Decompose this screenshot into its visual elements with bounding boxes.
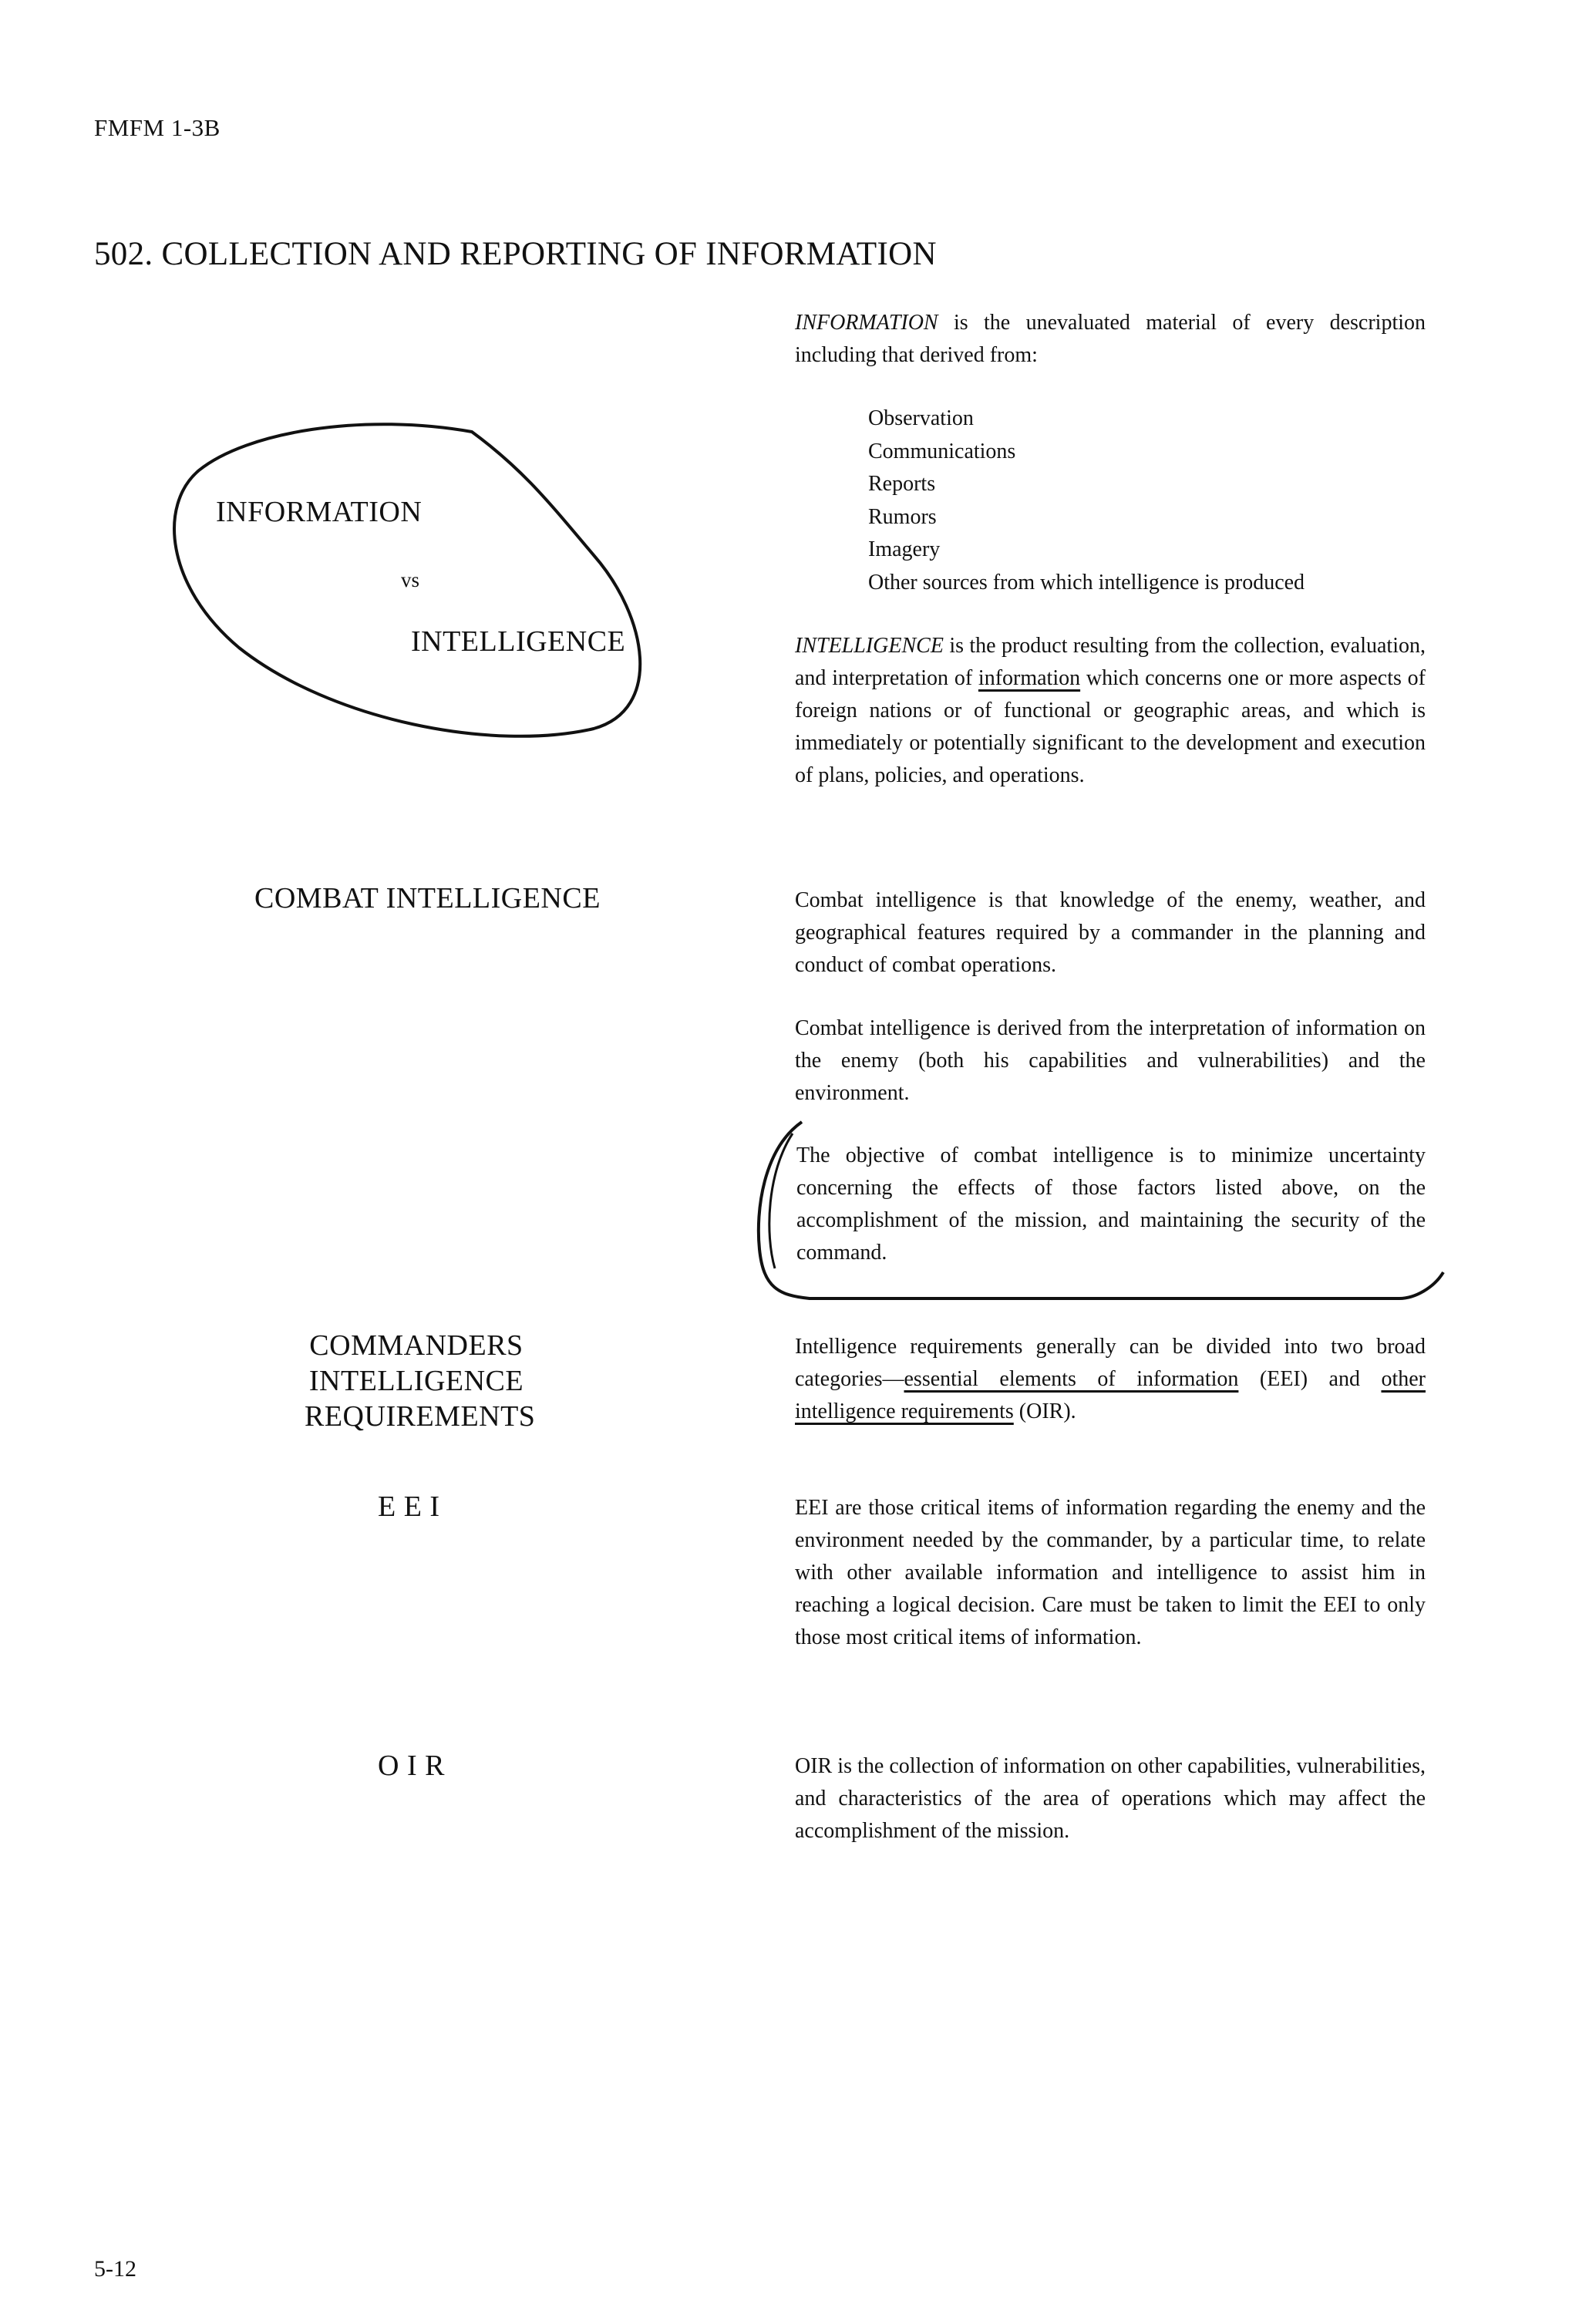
eei-text: EEI are those critical items of information regarding the enemy and the environment needed by the commander, by a particular time, to relate with other available information and intelligence to assist him in reaching a logical decision. Care must be taken to limit the EEI to only those most critical items of information.	[795, 1496, 1426, 1649]
list-item: Communications	[868, 439, 1016, 463]
commanders-text-a: Intelligence requirements generally can be divided into two broad categories—	[795, 1335, 1426, 1391]
diagram-label-vs: vs	[401, 568, 420, 591]
information-term: INFORMATION	[795, 311, 938, 335]
information-definition	[795, 307, 1426, 372]
combat-paragraph-2: Combat intelligence is derived from the interpretation of information on the enemy (both his capabilities and vulnerabilities) and the environment.	[795, 1016, 1426, 1105]
eei-label: E E I	[378, 1490, 440, 1523]
commanders-label-line-2: INTELLIGENCE	[308, 1365, 524, 1397]
intelligence-underlined-word: information	[978, 666, 1081, 690]
commanders-text-b: (EEI) and	[1238, 1367, 1382, 1391]
commanders-label-line-3: REQUIREMENTS	[305, 1400, 536, 1433]
combat-paragraph-1: Combat intelligence is that knowledge of the enemy, weather, and geographical features required by a commander in the planning and conduct of combat operations.	[795, 888, 1426, 977]
combat-objective-paragraph: The objective of combat intelligence is to minimize uncertainty concerning the effects of those factors listed above, on the accomplishment of the mission, and maintaining the security of the command.	[796, 1143, 1426, 1265]
list-item: Reports	[868, 472, 936, 496]
oir-text: OIR is the collection of information on other capabilities, vulnerabilities, and characteristics of the area of operations which may affect the accomplishment of the mission.	[795, 1754, 1426, 1843]
sources-list	[868, 402, 1305, 599]
commanders-text-c: (OIR).	[1013, 1399, 1076, 1423]
commanders-label-line-1: COMMANDERS	[309, 1329, 524, 1362]
list-item: Observation	[868, 406, 974, 430]
commanders-requirements-text	[795, 1331, 1426, 1428]
list-item: Rumors	[868, 504, 937, 529]
section-title: 502. COLLECTION AND REPORTING OF INFORMATION	[94, 236, 937, 272]
oir-underlined-term: other intelligence requirements	[795, 1367, 1426, 1423]
oir-label: O I R	[378, 1750, 445, 1782]
combat-intelligence-label: COMBAT INTELLIGENCE	[254, 882, 601, 914]
intelligence-text-before: is the product resulting from the collection, evaluation, and interpretation of	[795, 634, 1426, 690]
diagram-label-information: INFORMATION	[216, 496, 423, 528]
list-item: Other sources from which intelligence is produced	[868, 570, 1305, 594]
page-number: 5-12	[94, 2256, 136, 2282]
commanders-requirements-label	[305, 1328, 536, 1434]
document-id: FMFM 1-3B	[94, 114, 221, 141]
intelligence-term: INTELLIGENCE	[795, 634, 944, 658]
intelligence-definition	[795, 630, 1426, 792]
eei-underlined-term: essential elements of information	[904, 1367, 1239, 1391]
list-item: Imagery	[868, 537, 941, 561]
intelligence-text-after: which concerns one or more aspects of foreign nations or of functional or geographic areas, and which is immediately or potentially significant to the development and execution of plans, policies, and operations.	[795, 666, 1426, 787]
information-text: is the unevaluated material of every description including that derived from:	[795, 311, 1426, 367]
diagram-label-intelligence: INTELLIGENCE	[411, 625, 626, 658]
